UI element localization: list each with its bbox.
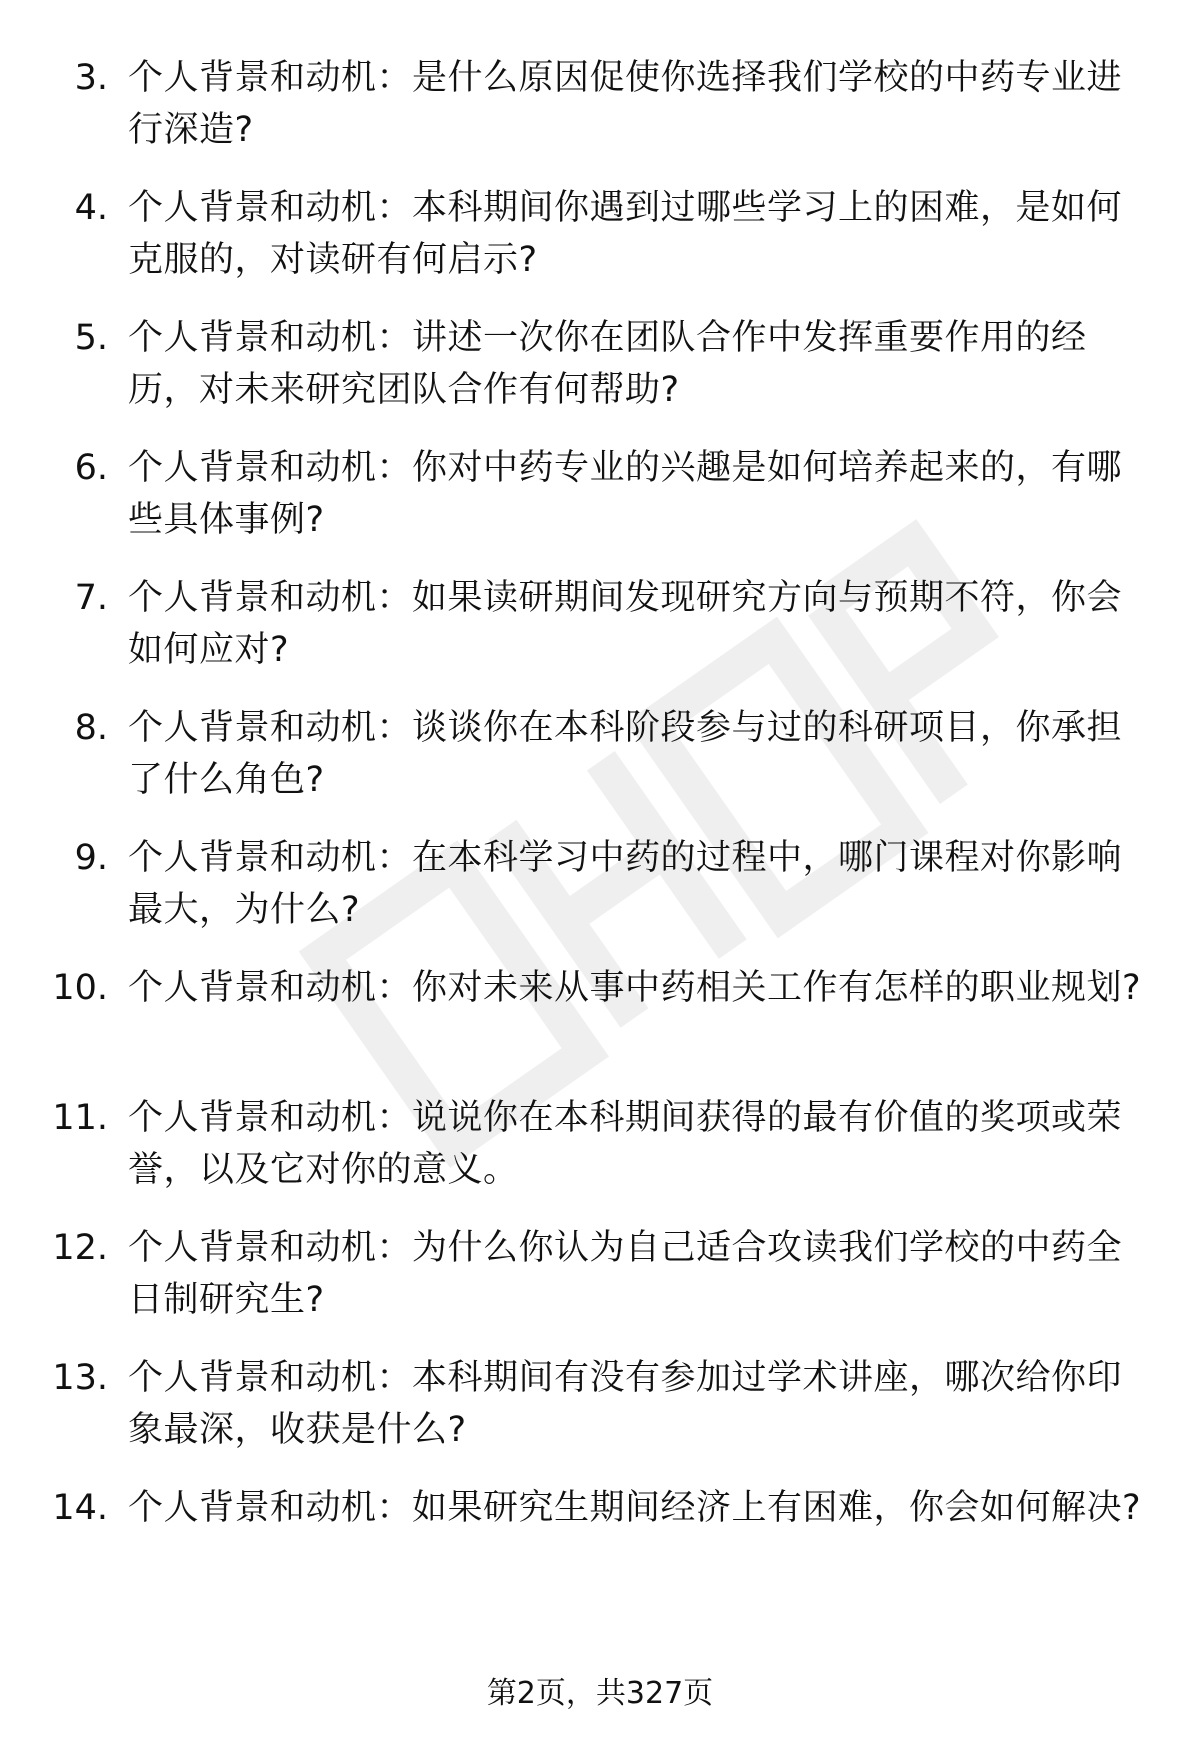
list-item (0, 1352, 1200, 1482)
list-item (0, 1482, 1200, 1612)
question-number: 3. (74, 58, 108, 98)
question-number: 5. (74, 318, 108, 358)
page-number-footer: 第2页，共327页 (486, 1676, 714, 1711)
question-number: 10. (52, 968, 108, 1008)
question-text: 个人背景和动机：如果研究生期间经济上有困难，你会如何解决? (128, 1488, 1142, 1528)
list-item (0, 962, 1200, 1092)
list-item (0, 1092, 1200, 1222)
list-item (0, 832, 1200, 962)
question-text: 个人背景和动机：你对未来从事中药相关工作有怎样的职业规划? (128, 968, 1142, 1008)
question-text: 个人背景和动机：说说你在本科期间获得的最有价值的奖项或荣誉，以及它对你的意义。 (128, 1098, 1123, 1190)
question-number: 8. (74, 708, 108, 748)
list-item (0, 702, 1200, 832)
list-item (0, 182, 1200, 312)
question-number: 11. (52, 1098, 108, 1138)
list-item (0, 312, 1200, 442)
question-list (0, 52, 1200, 1612)
question-number: 4. (74, 188, 108, 228)
list-item (0, 52, 1200, 182)
question-number: 12. (52, 1228, 108, 1268)
question-number: 9. (74, 838, 108, 878)
question-number: 14. (52, 1488, 108, 1528)
list-item (0, 442, 1200, 572)
question-text: 个人背景和动机：你对中药专业的兴趣是如何培养起来的，有哪些具体事例? (128, 448, 1123, 540)
question-text: 个人背景和动机：是什么原因促使你选择我们学校的中药专业进行深造? (128, 58, 1123, 150)
question-text: 个人背景和动机：为什么你认为自己适合攻读我们学校的中药全日制研究生? (128, 1228, 1123, 1320)
question-text: 个人背景和动机：在本科学习中药的过程中，哪门课程对你影响最大，为什么? (128, 838, 1123, 930)
list-item (0, 1222, 1200, 1352)
question-text: 个人背景和动机：本科期间你遇到过哪些学习上的困难，是如何克服的，对读研有何启示? (128, 188, 1123, 280)
question-text: 个人背景和动机：谈谈你在本科阶段参与过的科研项目，你承担了什么角色? (128, 708, 1123, 800)
question-text: 个人背景和动机：讲述一次你在团队合作中发挥重要作用的经历，对未来研究团队合作有何帮助? (128, 318, 1087, 410)
question-number: 7. (74, 578, 108, 618)
question-number: 13. (52, 1358, 108, 1398)
question-text: 个人背景和动机：如果读研期间发现研究方向与预期不符，你会如何应对? (128, 578, 1123, 670)
question-text: 个人背景和动机：本科期间有没有参加过学术讲座，哪次给你印象最深，收获是什么? (128, 1358, 1123, 1450)
question-number: 6. (74, 448, 108, 488)
list-item (0, 572, 1200, 702)
